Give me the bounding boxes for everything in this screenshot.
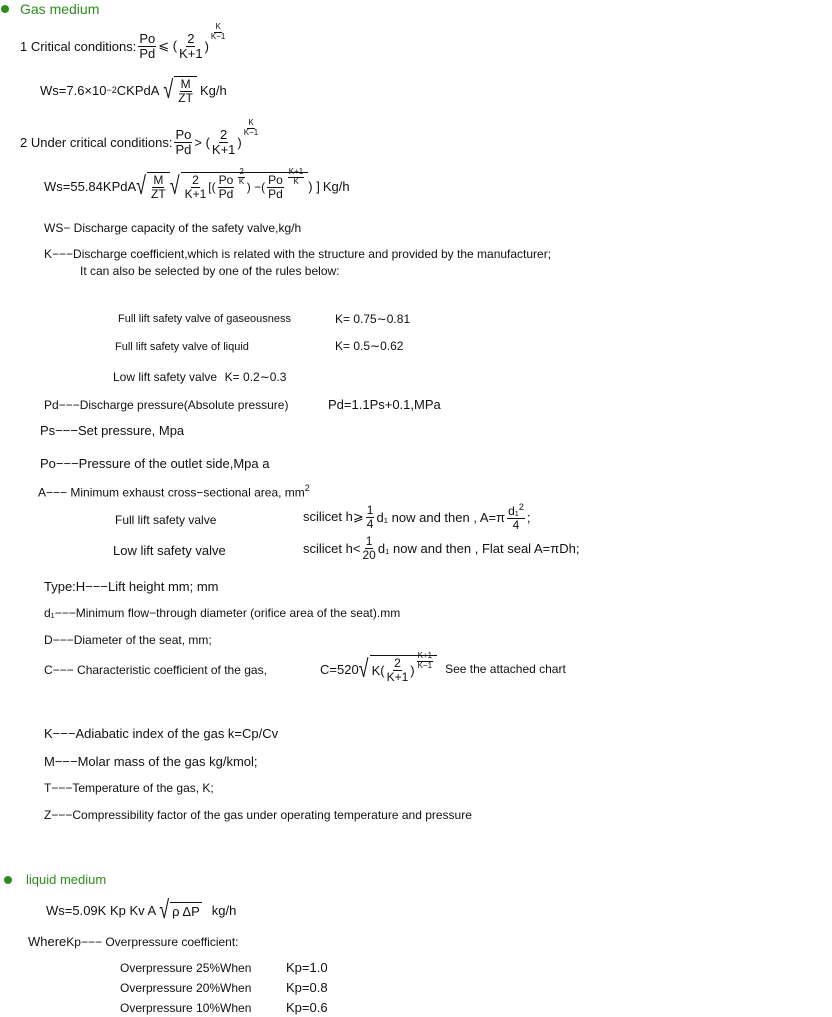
k-definition: K−−−Discharge coefficient,which is related with the structure and provided by the manufacturer; [44,247,552,261]
bullet-icon [4,876,12,884]
d1-definition: d₁−−−Minimum flow−through diameter (orifice area of the seat).mm [44,606,401,620]
type-definition: Type:H−−−Lift height mm; mm [44,579,219,594]
a-definition: A−−− Minimum exhaust cross−sectional area, $mm^2$ [38,483,310,500]
critical-conditions: 1 Critical conditions: $\frac{Po}{Pd}$ ⩽ ( $\frac{2}{K+1}$ ) $\frac{K}{K-1}$ [20,22,226,61]
overpressure-value: Kp=1.0 [286,960,328,975]
ws-critical-formula: Ws=7.6×10 −2 CKPdA √ $\frac{M}{ZT}$ Kg/h [40,75,227,105]
k-definition-rules: It can also be selected by one of the rules below: [80,264,340,278]
overpressure-row: Overpressure 20%When [120,981,252,995]
overpressure-row: Overpressure 10%When [120,1001,252,1015]
rule-full-lift-gas-label: Full lift safety valve of gaseousness [118,313,292,325]
pd-formula: Pd=1.1Ps+0.1,MPa [328,397,441,412]
ws-definition: WS− Discharge capacity of the safety valve,kg/h [44,221,302,235]
z-definition: Z−−−Compressibility factor of the gas under operating temperature and pressure [44,808,472,822]
liquid-heading: liquid medium [26,872,107,887]
rule-low-lift: Low lift safety valve K= 0.2∼0.3 [113,370,287,384]
rule-full-lift-gas-value: K= 0.75∼0.81 [335,312,411,326]
overpressure-value: Kp=0.8 [286,980,328,995]
kp-definition: WhereKp−−− Overpressure coefficient: [28,934,239,949]
low-lift-label: Low lift safety valve [113,543,226,558]
full-lift-condition: scilicet h⩾ $\frac{1}{4}$ d₁ now and then , A=π $\frac{d_1^2}{4}$ ; [303,502,531,532]
rule-full-lift-liquid-value: K= 0.5∼0.62 [335,339,404,353]
pd-definition: Pd−−−Discharge pressure(Absolute pressure) [44,398,289,412]
m-definition: M−−−Molar mass of the gas kg/kmol; [44,754,258,769]
k-adiabatic-definition: K−−−Adiabatic index of the gas k=Cp/Cv [44,726,279,741]
d-definition: D−−−Diameter of the seat, mm; [44,633,212,647]
po-pd-fraction: $\frac{Po}{Pd}$ [139,31,156,61]
bullet-icon [1,5,9,13]
ws-under-critical-formula: Ws=55.84KPdA √ $\frac{M}{ZT}$ √ $\frac{2}{K+1}$ [( $\frac{Po}{Pd}$ $\frac{2}{K}$ ) −( $\frac{Po}{Pd}$ $\frac{K+1}{K}$ ) ] Kg/h [44,167,350,201]
rule-full-lift-liquid-label: Full lift safety valve of liquid [115,341,249,353]
c-definition: C−−− Characteristic coefficient of the gas, [44,663,267,677]
under-critical-conditions: 2 Under critical conditions: $\frac{Po}{Pd}$ > ( $\frac{2}{K+1}$ ) $\frac{K}{K-1}$ [20,118,259,157]
gas-heading: Gas medium [20,1,100,17]
overpressure-row: Overpressure 25%When [120,961,252,975]
low-lift-condition: scilicet h< $\frac{1}{20}$ d₁ now and then , Flat seal A=πDh; [303,534,580,562]
overpressure-value: Kp=0.6 [286,1000,328,1015]
liquid-ws-formula: Ws=5.09K Kp Kv A √ ρ ΔP kg/h [46,895,237,924]
po-definition: Po−−−Pressure of the outlet side,Mpa a [40,456,270,471]
t-definition: T−−−Temperature of the gas, K; [44,781,214,795]
full-lift-label: Full lift safety valve [115,513,217,527]
c-formula: C=520 √ K( $\frac{2}{K+1}$ ) $\frac{K+1}{K-1}$ See the attached chart [320,651,566,684]
ps-definition: Ps−−−Set pressure, Mpa [40,423,185,438]
